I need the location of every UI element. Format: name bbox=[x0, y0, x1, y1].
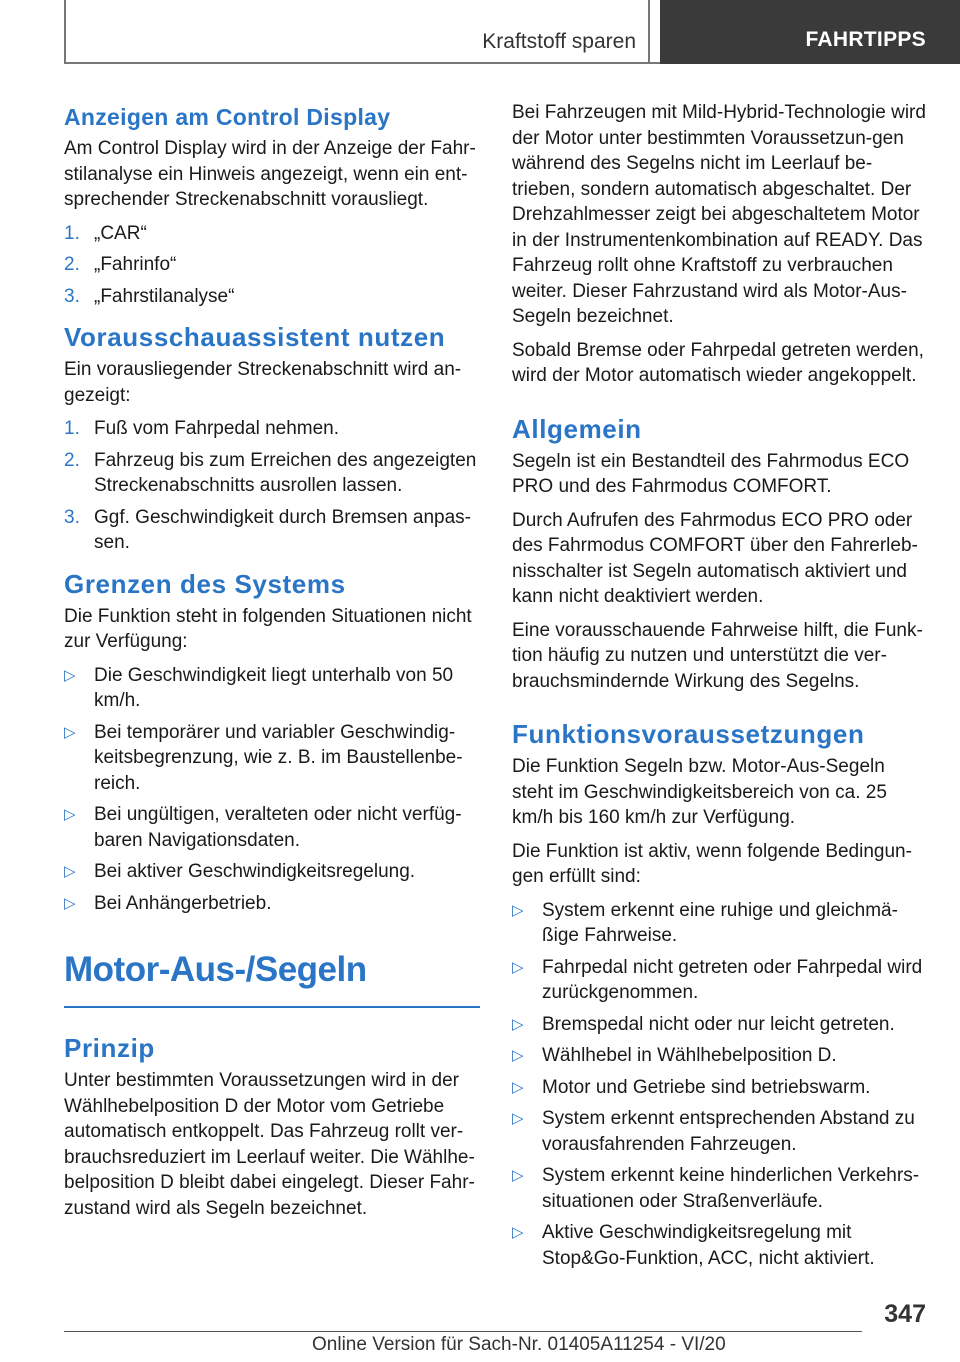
para-grenzen: Die Funktion steht in folgenden Situationen nicht zur Verfügung: bbox=[64, 605, 472, 652]
step-number: 1. bbox=[64, 418, 80, 439]
bullet-text: Bei aktiver Geschwindigkeitsregelung. bbox=[94, 861, 416, 882]
bullet-text: Bei Anhängerbetrieb. bbox=[94, 892, 272, 914]
heading-prinzip: Prinzip bbox=[64, 1033, 155, 1063]
para-bremse: Sobald Bremse oder Fahrpedal getreten werden, wird der Motor automatisch wieder angekoppelt. bbox=[512, 339, 924, 386]
step-text: Ggf. Geschwindigkeit durch Bremsen anpas-sen. bbox=[94, 506, 472, 553]
bullet-text: Bei temporärer und variabler Geschwindig-keitsbegrenzung, wie z. B. im Baustellenbe-reich. bbox=[94, 721, 463, 794]
para-funktion-2: Die Funktion ist aktiv, wenn folgende Bedingun-gen erfüllt sind: bbox=[512, 840, 912, 887]
bullet-text: System erkennt entsprechenden Abstand zu vorausfahrenden Fahrzeugen. bbox=[542, 1108, 915, 1155]
triangle-bullet-icon: ▷ bbox=[512, 1015, 524, 1033]
step-number: 2. bbox=[64, 254, 80, 275]
triangle-bullet-icon: ▷ bbox=[512, 1224, 524, 1241]
list-item bbox=[512, 1075, 928, 1101]
triangle-bullet-icon: ▷ bbox=[512, 1078, 524, 1096]
heading-anzeigen: Anzeigen am Control Display bbox=[64, 104, 391, 130]
heading-allgemein: Allgemein bbox=[512, 413, 642, 444]
page-number: 347 bbox=[884, 1300, 926, 1328]
bullet-text: Wählhebel in Wählhebelposition D. bbox=[542, 1045, 837, 1066]
list-item bbox=[512, 1012, 928, 1038]
step-number: 3. bbox=[64, 285, 80, 307]
step-text: „Fahrinfo“ bbox=[94, 254, 177, 275]
header-bottom-rule bbox=[64, 62, 660, 64]
bullet-text: Die Geschwindigkeit liegt unterhalb von 50 km/h. bbox=[94, 664, 454, 711]
triangle-bullet-icon: ▷ bbox=[512, 1110, 524, 1127]
footer-rule bbox=[64, 1331, 862, 1332]
para-mild-hybrid: Bei Fahrzeugen mit Mild-Hybrid-Technologie wird der Motor unter bestimmten Voraussetzun-gen während des Segelns nicht im Leerlauf be-trieben, sondern automatisch abgeschaltet. Der Drehzahlmesser zeigt bei abgeschaltetem Motor in der Instrumentenkombination auf READY. Das Fahrzeug rollt ohne Kraftstoff zu verbrauchen weiter. Dieser Fahrzustand wird als Motor-Aus-Segeln bezeichnet. bbox=[512, 102, 926, 327]
heading-grenzen: Grenzen des Systems bbox=[64, 568, 346, 599]
list-item bbox=[64, 416, 480, 442]
step-number: 3. bbox=[64, 506, 80, 528]
right-column bbox=[512, 100, 928, 1281]
left-column bbox=[64, 100, 480, 1229]
triangle-bullet-icon: ▷ bbox=[64, 723, 76, 741]
header-chapter-tab bbox=[660, 0, 960, 64]
para-vorausschau: Ein vorausliegender Streckenabschnitt wird an-gezeigt: bbox=[64, 359, 462, 406]
para-anzeigen: Am Control Display wird in der Anzeige der Fahr-stilanalyse ein Hinweis angezeigt, wenn ein ent-sprechender Streckenabschnitt vorausliegt. bbox=[64, 138, 476, 210]
triangle-bullet-icon: ▷ bbox=[64, 806, 76, 823]
header-section-title: Kraftstoff sparen bbox=[482, 30, 636, 53]
list-item bbox=[512, 1220, 928, 1271]
list-item bbox=[64, 505, 480, 556]
header-divider bbox=[648, 0, 650, 64]
list-item bbox=[64, 859, 480, 885]
step-text: „CAR“ bbox=[94, 222, 147, 244]
heading-funktionsvoraussetzungen: Funktionsvoraussetzungen bbox=[512, 719, 865, 749]
triangle-bullet-icon: ▷ bbox=[512, 1047, 524, 1064]
list-item bbox=[512, 1106, 928, 1157]
bullet-text: Aktive Geschwindigkeitsregelung mit Stop&Go-Funktion, ACC, nicht aktiviert. bbox=[542, 1222, 875, 1269]
triangle-bullet-icon: ▷ bbox=[64, 894, 76, 912]
list-item bbox=[512, 1043, 928, 1069]
list-item bbox=[512, 1163, 928, 1214]
step-number: 2. bbox=[64, 449, 80, 471]
bullet-text: Motor und Getriebe sind betriebswarm. bbox=[542, 1076, 871, 1098]
triangle-bullet-icon: ▷ bbox=[64, 666, 76, 684]
list-item bbox=[64, 448, 480, 499]
list-item bbox=[64, 252, 480, 278]
footer-version-text: Online Version für Sach-Nr. 01405A11254 - VI/20 bbox=[312, 1334, 726, 1355]
chapter-heading-motor-aus: Motor-Aus-/Segeln bbox=[64, 946, 480, 1008]
list-item bbox=[512, 955, 928, 1006]
triangle-bullet-icon: ▷ bbox=[512, 1167, 524, 1184]
list-item bbox=[64, 284, 480, 310]
step-number: 1. bbox=[64, 222, 80, 244]
bullet-text: Fahrpedal nicht getreten oder Fahrpedal wird zurückgenommen. bbox=[542, 956, 923, 1003]
list-anzeigen-steps bbox=[64, 221, 480, 310]
list-item bbox=[64, 663, 480, 714]
list-item bbox=[64, 221, 480, 247]
para-allgemein-1: Segeln ist ein Bestandteil des Fahrmodus ECO PRO und des Fahrmodus COMFORT. bbox=[512, 450, 910, 497]
step-text: Fahrzeug bis zum Erreichen des angezeigten Streckenabschnitts ausrollen lassen. bbox=[94, 449, 477, 496]
bullet-text: Bremspedal nicht oder nur leicht getreten. bbox=[542, 1013, 895, 1035]
para-funktion-1: Die Funktion Segeln bzw. Motor-Aus-Segeln steht im Geschwindigkeitsbereich von ca. 25 km/h bis 160 km/h zur Verfügung. bbox=[512, 756, 887, 828]
para-prinzip: Unter bestimmten Voraussetzungen wird in der Wählhebelposition D der Motor vom Getriebe automatisch entkoppelt. Das Fahrzeug rollt ver-brauchsreduziert im Leerlauf weiter. Die Wählhe-belposition D bleibt dabei eingelegt. Dieser Fahr-zustand wird als Segeln bezeichnet. bbox=[64, 1070, 475, 1219]
bullet-text: System erkennt eine ruhige und gleichmä-ßige Fahrweise. bbox=[542, 899, 898, 946]
para-allgemein-2: Durch Aufrufen des Fahrmodus ECO PRO oder des Fahrmodus COMFORT über den Fahrerleb-nisschalter ist Segeln automatisch aktiviert und kann nicht deaktiviert werden. bbox=[512, 509, 918, 607]
header-left-rule bbox=[64, 0, 66, 64]
list-item bbox=[64, 891, 480, 917]
para-allgemein-3: Eine vorausschauende Fahrweise hilft, die Funk-tion häufig zu nutzen und unterstützt die ver-brauchsmindernde Wirkung des Segelns. bbox=[512, 619, 923, 692]
list-item bbox=[512, 898, 928, 949]
step-text: Fuß vom Fahrpedal nehmen. bbox=[94, 418, 340, 439]
triangle-bullet-icon: ▷ bbox=[512, 958, 524, 976]
step-text: „Fahrstilanalyse“ bbox=[94, 285, 235, 307]
heading-vorausschau: Vorausschauassistent nutzen bbox=[64, 322, 446, 352]
header-chapter-label: FAHRTIPPS bbox=[805, 28, 926, 51]
list-vorausschau-steps bbox=[64, 416, 480, 556]
triangle-bullet-icon: ▷ bbox=[512, 901, 524, 919]
list-funktionsvoraussetzungen bbox=[512, 898, 928, 1272]
list-item bbox=[64, 802, 480, 853]
list-grenzen bbox=[64, 663, 480, 917]
triangle-bullet-icon: ▷ bbox=[64, 863, 76, 880]
list-item bbox=[64, 720, 480, 797]
bullet-text: Bei ungültigen, veralteten oder nicht verfüg-baren Navigationsdaten. bbox=[94, 804, 462, 851]
bullet-text: System erkennt keine hinderlichen Verkehrs-situationen oder Straßenverläufe. bbox=[542, 1165, 920, 1212]
